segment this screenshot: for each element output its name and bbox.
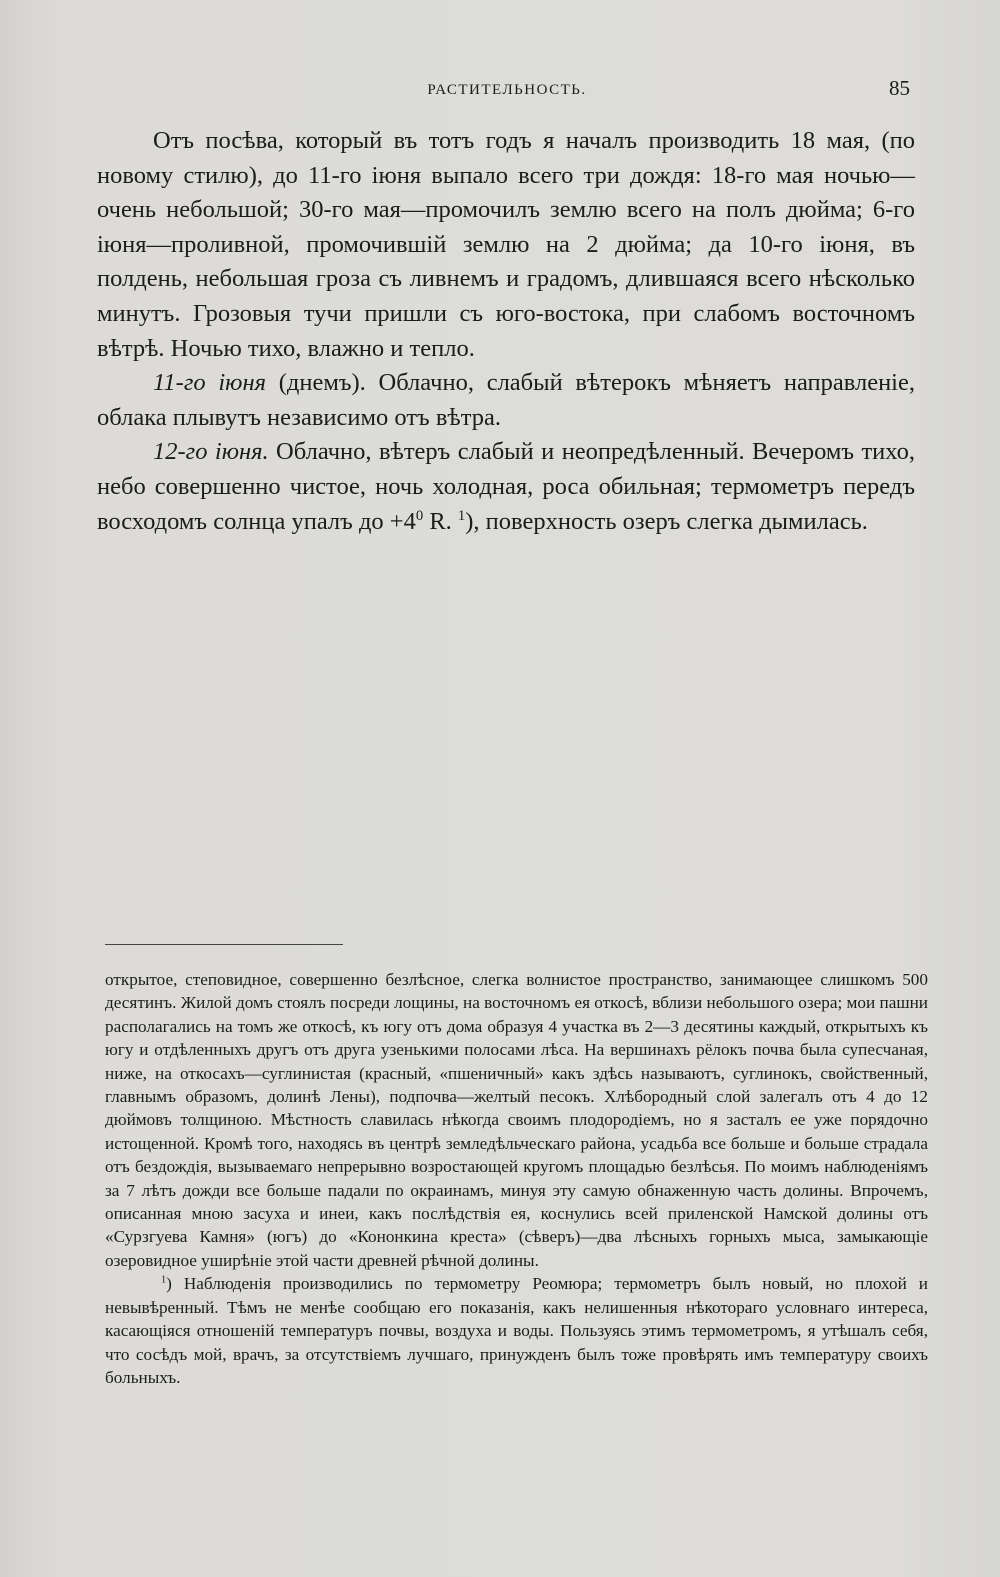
running-title: РАСТИТЕЛЬНОСТЬ. [427,82,587,98]
footnote-text: ) Наблюденія производились по термометру Реомюра; термометръ былъ новый, но плохой и невывѣренный. Тѣмъ не менѣе сообщаю его показанія, какъ нелишенныя нѣкотораго условнаго интереса, касающіяся отношеній температуръ почвы, воздуха и воды. Пользуясь этимъ термометромъ, я утѣшалъ себя, что сосѣдъ мой, врачъ, за отсутствіемъ лучшаго, принужденъ былъ тоже провѣрять имъ температуру своихъ больныхъ. [105,1274,928,1387]
paragraph-text: Облачно, вѣтеръ слабый и неопредѣленный. Вечеромъ тихо, небо совершенно чистое, ночь холодная, роса обильная; термометръ передъ восходомъ солнца упалъ до +4 [97,438,915,535]
page-number: 85 [889,76,910,100]
paragraph-text: ), поверхность озеръ слегка дымилась. [465,507,868,535]
footnote-separator [105,944,343,945]
footnotes [105,968,928,1389]
footnote-marker: 1 [161,1274,167,1286]
degree-superscript: 0 [415,507,424,524]
paragraph-text: R. [423,507,458,535]
footnote-1 [105,1272,928,1389]
main-text [97,124,915,539]
paragraph-text: (днемъ). Облачно, слабый вѣтерокъ мѣняетъ направленіе, облака плывутъ независимо отъ вѣтра. [97,369,915,431]
paragraph-1: Отъ посѣва, который въ тотъ годъ я началъ производить 18 мая, (по новому стилю), до 11-го іюня выпало всего три дождя: 18-го мая ночью—очень небольшой; 30-го мая—промочилъ землю всего на полъ дюйма; 6-го іюня—проливной, промочившій землю на 2 дюйма; да 10-го іюня, въ полдень, небольшая гроза съ ливнемъ и градомъ, длившаяся всего нѣсколько минутъ. Грозовыя тучи пришли съ юго-востока, при слабомъ восточномъ вѣтрѣ. Ночью тихо, влажно и тепло. [97,127,915,362]
paragraph-2 [97,366,915,435]
date-label: 12-го іюня. [153,438,269,466]
footnote-continued: открытое, степовидное, совершенно безлѣсное, слегка волнистое пространство, занимающее слишкомъ 500 десятинъ. Жилой домъ стоялъ посреди лощины, на восточномъ ея откосѣ, вблизи небольшого озера; мои пашни располагались на томъ же откосѣ, къ югу отъ дома образуя 4 участка въ 2—3 десятины каждый, открытыхъ къ югу и отдѣленныхъ другъ отъ друга узенькими полосами лѣса. На вершинахъ рёлокъ почва была супесчаная, ниже, на откосахъ—суглинистая (красный, «пшеничный» какъ здѣсь называютъ, суглинокъ, свойственный, главнымъ образомъ, долинѣ Лены), подпочва—желтый песокъ. Хлѣбородный слой залегалъ отъ 4 до 12 дюймовъ толщиною. Мѣстность славилась нѣкогда своимъ плодородіемъ, но я засталъ ее уже порядочно истощенной. Кромѣ того, находясь въ центрѣ земледѣльческаго района, усадьба все больше и больше страдала отъ бездождія, вызываемаго непрерывно возростающей кругомъ площадью безлѣсья. По моимъ наблюденіямъ за 7 лѣтъ дожди все больше падали по окраинамъ, минуя эту самую обнаженную часть долины. Впрочемъ, описанная мною засуха и инеи, какъ послѣдствія ея, коснулись всей приленской Намской долины отъ «Сурзгуева Камня» (югъ) до «Кононкина креста» (сѣверъ)—два лѣсныхъ горныхъ мыса, замыкающіе озеровидное уширѣніе этой части древней рѣчной долины. [105,970,928,1270]
date-label: 11-го іюня [153,369,266,397]
footnote-reference: 1 [457,507,466,524]
paragraph-3 [97,435,915,539]
running-head [96,78,918,102]
